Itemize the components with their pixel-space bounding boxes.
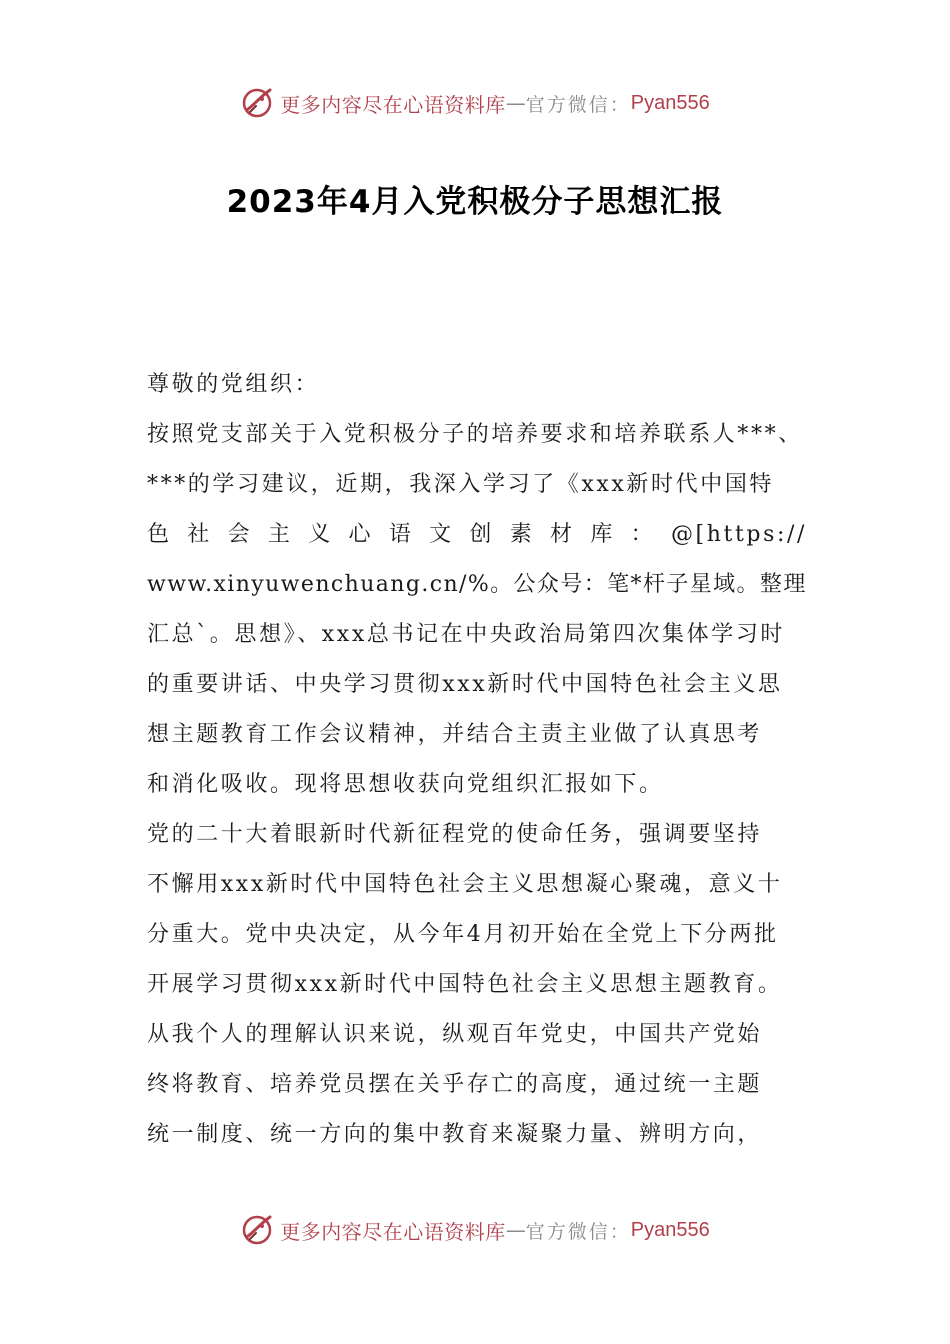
banner-wechat-id: Pyan556 xyxy=(630,91,710,114)
header-banner xyxy=(0,83,950,123)
body-line: 按照党支部关于入党积极分子的培养要求和培养联系人***、 xyxy=(147,422,803,447)
banner-separator: — xyxy=(505,1218,526,1242)
body-line: 统一制度、统一方向的集中教育来凝聚力量、辨明方向， xyxy=(147,1122,763,1147)
body-line: 党的二十大着眼新时代新征程党的使命任务，强调要坚持 xyxy=(147,822,763,847)
body-line: 不懈用xxx新时代中国特色社会主义思想凝心聚魂，意义十 xyxy=(147,872,783,897)
body-line: 和消化吸收。现将思想收获向党组织汇报如下。 xyxy=(147,772,664,797)
document-title: 2023年4月入党积极分子思想汇报 xyxy=(226,184,724,220)
body-line: 从我个人的理解认识来说，纵观百年党史，中国共产党始 xyxy=(147,1022,763,1047)
banner-separator: — xyxy=(505,91,526,115)
body-line: 色 社 会 主 义 心 语 文 创 素 材 库 ： @[https:// xyxy=(147,522,807,547)
document-body xyxy=(147,360,807,1160)
body-line: ***的学习建议，近期，我深入学习了《xxx新时代中国特 xyxy=(147,472,775,497)
banner-ad-text: 更多内容尽在心语资料库 xyxy=(280,1219,506,1244)
banner-wechat-id: Pyan556 xyxy=(630,1218,710,1241)
pen-logo-icon xyxy=(240,85,276,121)
body-line: 开展学习贯彻xxx新时代中国特色社会主义思想主题教育。 xyxy=(147,972,783,997)
banner-ad-text: 更多内容尽在心语资料库 xyxy=(280,92,506,117)
body-line: 分重大。党中央决定，从今年4月初开始在全党上下分两批 xyxy=(147,922,779,947)
body-line: 汇总`。思想》、xxx总书记在中央政治局第四次集体学习时 xyxy=(147,622,786,647)
body-line: 的重要讲话、中央学习贯彻xxx新时代中国特色社会主义思 xyxy=(147,672,783,697)
body-line: 终将教育、培养党员摆在关乎存亡的高度，通过统一主题 xyxy=(147,1072,763,1097)
pen-logo-icon xyxy=(240,1212,276,1248)
body-line: www.xinyuwenchuang.cn/%。公众号：笔*杆子星域。整理 xyxy=(147,572,807,597)
body-line: 想主题教育工作会议精神，并结合主责主业做了认真思考 xyxy=(147,722,763,747)
footer-banner xyxy=(0,1210,950,1250)
banner-wechat-label: 官方微信： xyxy=(525,93,631,116)
body-line: 尊敬的党组织： xyxy=(147,372,320,397)
banner-wechat-label: 官方微信： xyxy=(525,1220,631,1243)
